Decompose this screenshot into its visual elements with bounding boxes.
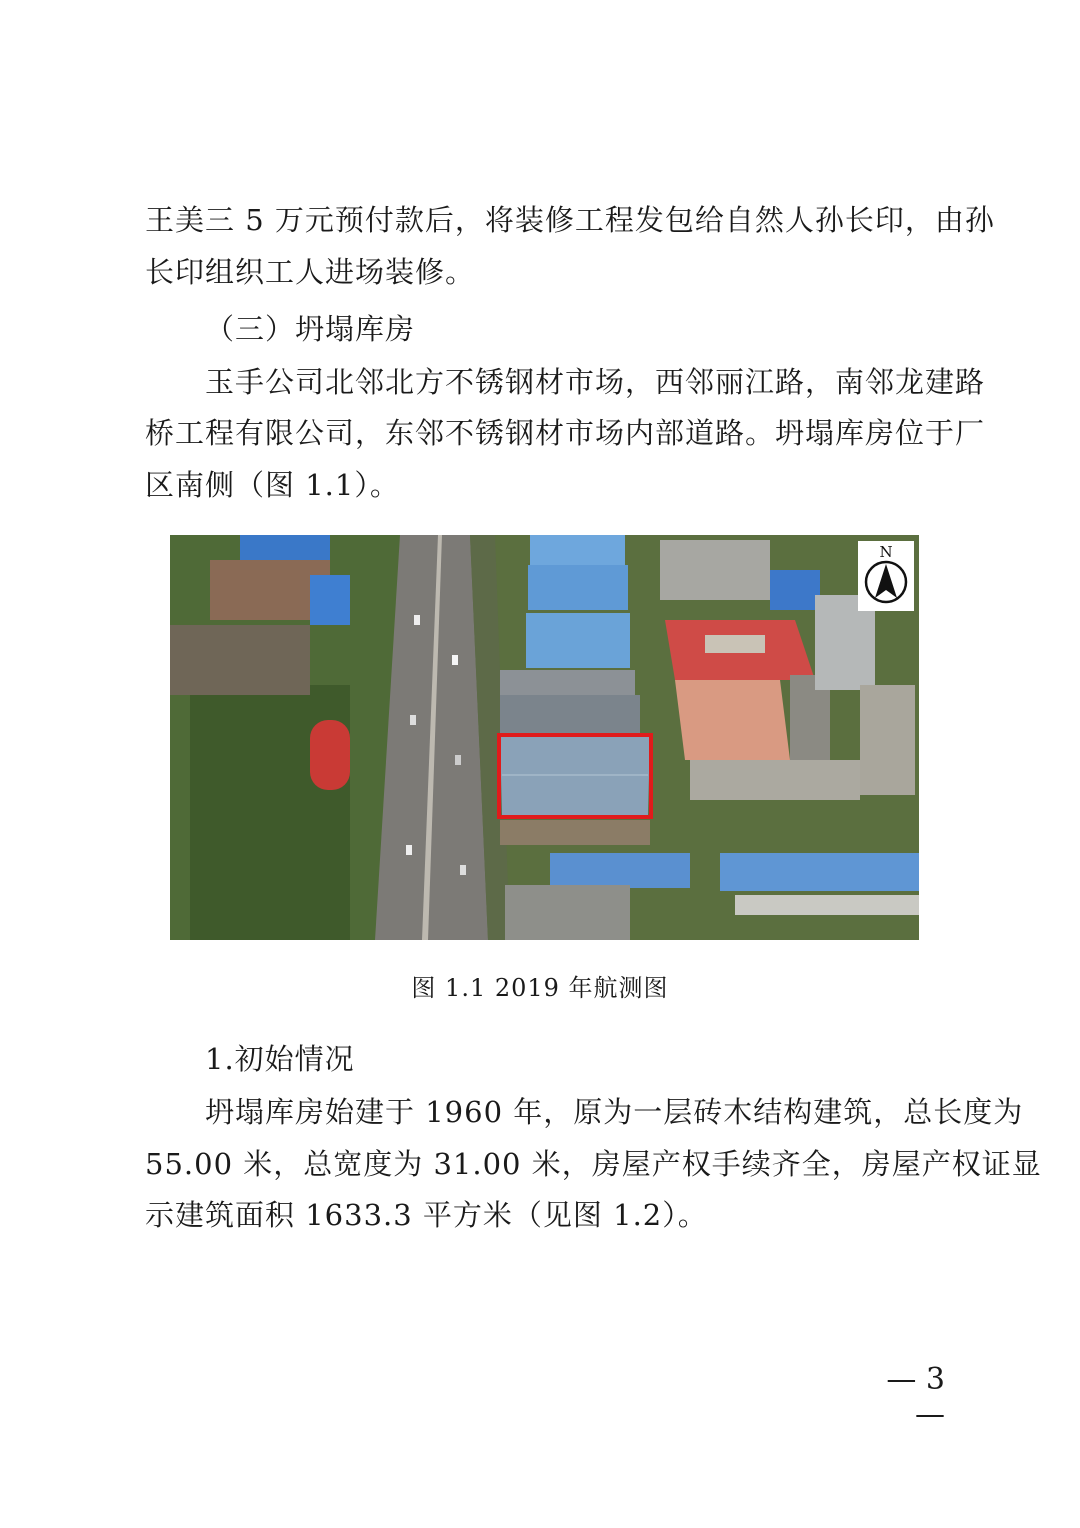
paragraph-line: 王美三 5 万元预付款后，将装修工程发包给自然人孙长印，由孙 bbox=[145, 203, 995, 237]
subsection-heading: 1.初始情况 bbox=[205, 1042, 355, 1076]
paragraph-line: 坍塌库房始建于 1960 年，原为一层砖木结构建筑，总长度为 bbox=[205, 1095, 1024, 1129]
paragraph-line: 长印组织工人进场装修。 bbox=[145, 255, 476, 289]
paragraph-line: 示建筑面积 1633.3 平方米（见图 1.2）。 bbox=[145, 1198, 708, 1232]
paragraph-line: 玉手公司北邻北方不锈钢材市场，西邻丽江路，南邻龙建路 bbox=[205, 365, 986, 399]
figure-caption: 图 1.1 2019 年航测图 bbox=[411, 974, 669, 1002]
compass-label: N bbox=[879, 543, 893, 561]
paragraph-line: 桥工程有限公司，东邻不锈钢材市场内部道路。坍塌库房位于厂 bbox=[145, 416, 986, 450]
north-arrow-icon bbox=[858, 541, 914, 611]
section-heading: （三）坍塌库房 bbox=[205, 312, 416, 346]
page-number: — 3 — bbox=[886, 1362, 945, 1432]
aerial-photo bbox=[170, 535, 919, 940]
paragraph-line: 区南侧（图 1.1）。 bbox=[145, 468, 400, 502]
paragraph-line: 55.00 米，总宽度为 31.00 米，房屋产权手续齐全，房屋产权证显 bbox=[145, 1147, 1042, 1181]
